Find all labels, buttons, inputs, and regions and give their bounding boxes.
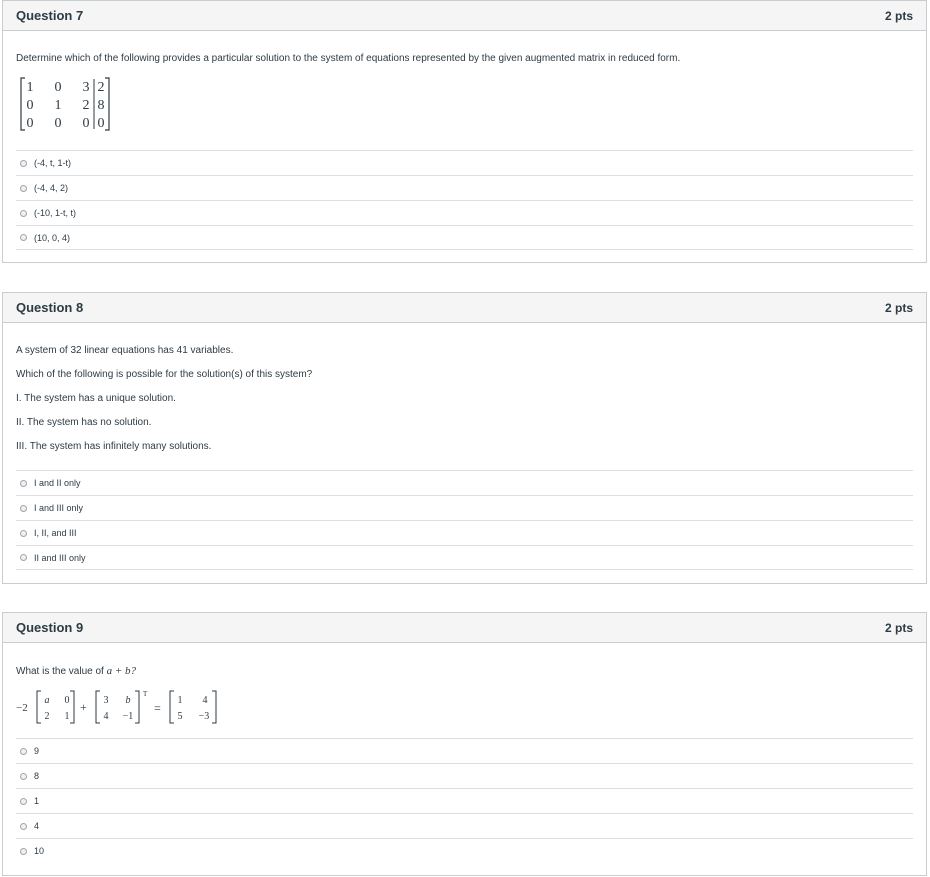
- question-points: 2 pts: [884, 620, 913, 635]
- radio-button[interactable]: [20, 798, 27, 805]
- answer-option[interactable]: [16, 813, 913, 838]
- matrix-cell: 4: [103, 711, 109, 722]
- matrix-cell: 1: [64, 711, 70, 722]
- answer-label: 1: [34, 796, 40, 806]
- answer-label: I, II, and III: [34, 528, 77, 538]
- question-title: Question 8: [16, 300, 84, 315]
- answer-label: (-10, 1-t, t): [34, 208, 77, 218]
- answer-label: I and III only: [34, 503, 84, 513]
- answer-option[interactable]: [16, 763, 913, 788]
- question-prompt: [16, 665, 136, 677]
- radio-button[interactable]: [20, 848, 27, 855]
- question-8-card: [2, 292, 927, 584]
- matrix-cell: 0: [97, 116, 105, 131]
- question-text-line: II. The system has no solution.: [16, 417, 152, 428]
- matrix-cell: 2: [97, 80, 105, 95]
- answer-label: 9: [34, 746, 40, 756]
- equation-coefficient: −2: [16, 702, 28, 714]
- matrix-cell: 5: [177, 711, 183, 722]
- question-text-line: Which of the following is possible for the solution(s) of this system?: [16, 369, 313, 380]
- question-text-line: I. The system has a unique solution.: [16, 393, 176, 404]
- augmented-matrix: [16, 76, 116, 132]
- answer-list: [16, 150, 913, 250]
- answer-label: (-4, 4, 2): [34, 183, 69, 193]
- answer-label: 8: [34, 771, 40, 781]
- matrix-cell: 1: [177, 695, 183, 706]
- transpose-mark: T: [143, 690, 148, 698]
- answer-label: 10: [34, 846, 45, 856]
- prompt-math: a + b?: [106, 665, 137, 677]
- answer-option[interactable]: [16, 495, 913, 520]
- answer-option[interactable]: [16, 520, 913, 545]
- matrix-cell: 0: [26, 116, 34, 131]
- radio-button[interactable]: [20, 823, 27, 830]
- question-prompt: Determine which of the following provides a particular solution to the system of equations represented by the given augmented matrix in reduced form.: [16, 53, 681, 64]
- radio-button[interactable]: [20, 554, 27, 561]
- radio-button[interactable]: [20, 748, 27, 755]
- radio-button[interactable]: [20, 210, 27, 217]
- matrix-cell: −3: [198, 711, 210, 722]
- matrix-cell: 8: [97, 98, 105, 113]
- question-header: [3, 293, 926, 323]
- radio-button[interactable]: [20, 480, 27, 487]
- matrix-cell: 3: [103, 695, 109, 706]
- answer-option[interactable]: [16, 738, 913, 763]
- answer-option[interactable]: [16, 470, 913, 495]
- radio-button[interactable]: [20, 160, 27, 167]
- answer-option[interactable]: [16, 545, 913, 570]
- matrix-cell: 4: [202, 695, 208, 706]
- question-title: Question 9: [16, 620, 84, 635]
- answer-label: I and II only: [34, 478, 81, 488]
- matrix-cell: 0: [64, 695, 70, 706]
- plus-sign: +: [80, 700, 87, 714]
- matrix-cell: 2: [82, 98, 90, 113]
- answer-option[interactable]: [16, 225, 913, 250]
- matrix-cell: 0: [26, 98, 34, 113]
- answer-option[interactable]: [16, 838, 913, 863]
- matrix-cell: 0: [54, 116, 62, 131]
- matrix-cell: 1: [26, 80, 34, 95]
- question-text-line: A system of 32 linear equations has 41 variables.: [16, 345, 234, 356]
- question-title: Question 7: [16, 8, 84, 23]
- matrix-cell: 3: [82, 80, 90, 95]
- answer-label: II and III only: [34, 552, 86, 563]
- question-header: [3, 1, 926, 31]
- matrix-cell: 0: [54, 80, 62, 95]
- matrix-equation: [16, 688, 236, 728]
- answer-label: (10, 0, 4): [34, 232, 71, 243]
- question-points: 2 pts: [884, 300, 913, 315]
- answer-label: (-4, t, 1-t): [34, 158, 72, 168]
- answer-list: [16, 738, 913, 863]
- radio-button[interactable]: [20, 234, 27, 241]
- matrix-cell: 2: [44, 711, 50, 722]
- question-9-card: [2, 612, 927, 876]
- answer-option[interactable]: [16, 150, 913, 175]
- radio-button[interactable]: [20, 505, 27, 512]
- matrix-cell: −1: [122, 711, 134, 722]
- radio-button[interactable]: [20, 773, 27, 780]
- answer-label: 4: [34, 821, 40, 831]
- question-text-line: III. The system has infinitely many solutions.: [16, 441, 212, 452]
- matrix-cell: 1: [54, 98, 62, 113]
- matrix-cell: 0: [82, 116, 90, 131]
- answer-option[interactable]: [16, 788, 913, 813]
- radio-button[interactable]: [20, 185, 27, 192]
- question-points: 2 pts: [884, 8, 913, 23]
- prompt-text: What is the value of: [16, 666, 104, 677]
- radio-button[interactable]: [20, 530, 27, 537]
- answer-option[interactable]: [16, 200, 913, 225]
- question-header: [3, 613, 926, 643]
- answer-option[interactable]: [16, 175, 913, 200]
- matrix-cell: b: [125, 695, 131, 706]
- question-7-card: [2, 0, 927, 263]
- matrix-cell: a: [44, 695, 50, 706]
- answer-list: [16, 470, 913, 570]
- equals-sign: =: [154, 701, 161, 715]
